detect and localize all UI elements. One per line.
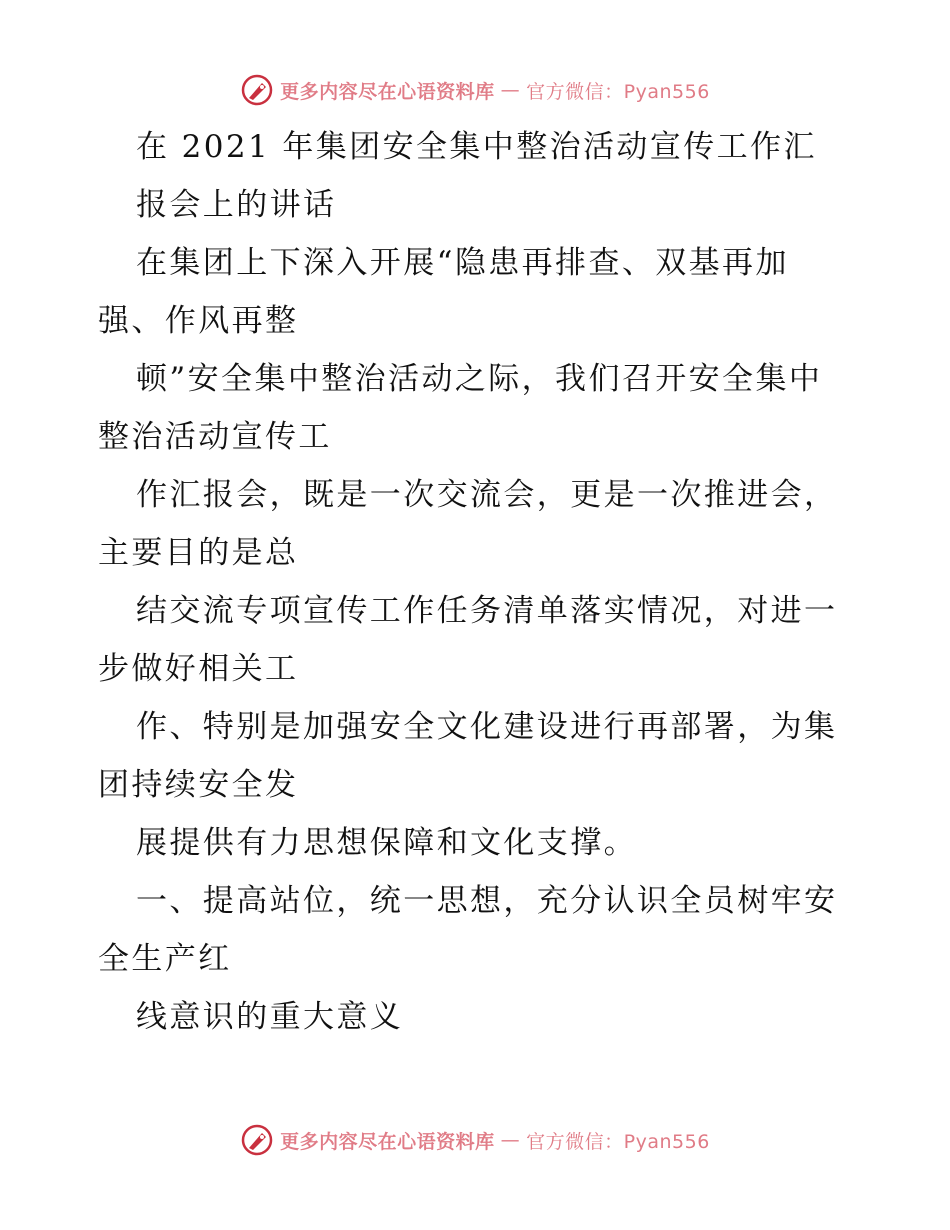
watermark-sub-text: 官方微信：Pyan556 — [526, 80, 710, 103]
watermark-main-text: 更多内容尽在心语资料库 — [280, 1130, 495, 1153]
pen-nib-logo-icon — [240, 1123, 274, 1157]
document-body — [98, 118, 858, 1046]
doc-line-3: 在集团上下深入开展“隐患再排查、双基再加 — [136, 245, 789, 281]
doc-line-15: 全生产红 — [98, 941, 232, 977]
doc-line-9: 结交流专项宣传工作任务清单落实情况，对进一 — [136, 593, 838, 629]
watermark-separator: — — [500, 1129, 521, 1151]
doc-line-13: 展提供有力思想保障和文化支撑。 — [136, 825, 637, 861]
pen-nib-logo-icon — [240, 73, 274, 107]
doc-line-5: 顿”安全集中整治活动之际，我们召开安全集中 — [136, 361, 823, 397]
doc-line-4: 强、作风再整 — [98, 303, 299, 339]
doc-line-12: 团持续安全发 — [98, 767, 299, 803]
watermark-sub-text: 官方微信：Pyan556 — [526, 1130, 710, 1153]
watermark-main-text: 更多内容尽在心语资料库 — [280, 80, 495, 103]
doc-line-6: 整治活动宣传工 — [98, 419, 332, 455]
doc-line-10: 步做好相关工 — [98, 651, 299, 687]
doc-line-1: 在 2021 年集团安全集中整治活动宣传工作汇 — [136, 129, 817, 165]
doc-line-2: 报会上的讲话 — [136, 187, 337, 223]
doc-line-14: 一、提高站位，统一思想，充分认识全员树牢安 — [136, 883, 838, 919]
doc-line-7: 作汇报会，既是一次交流会，更是一次推进会， — [136, 477, 838, 513]
doc-line-8: 主要目的是总 — [98, 535, 299, 571]
doc-line-11: 作、特别是加强安全文化建设进行再部署，为集 — [136, 709, 838, 745]
doc-line-16: 线意识的重大意义 — [136, 999, 404, 1035]
footer-watermark — [0, 1122, 950, 1158]
watermark-separator: — — [500, 79, 521, 101]
header-watermark — [0, 72, 950, 108]
